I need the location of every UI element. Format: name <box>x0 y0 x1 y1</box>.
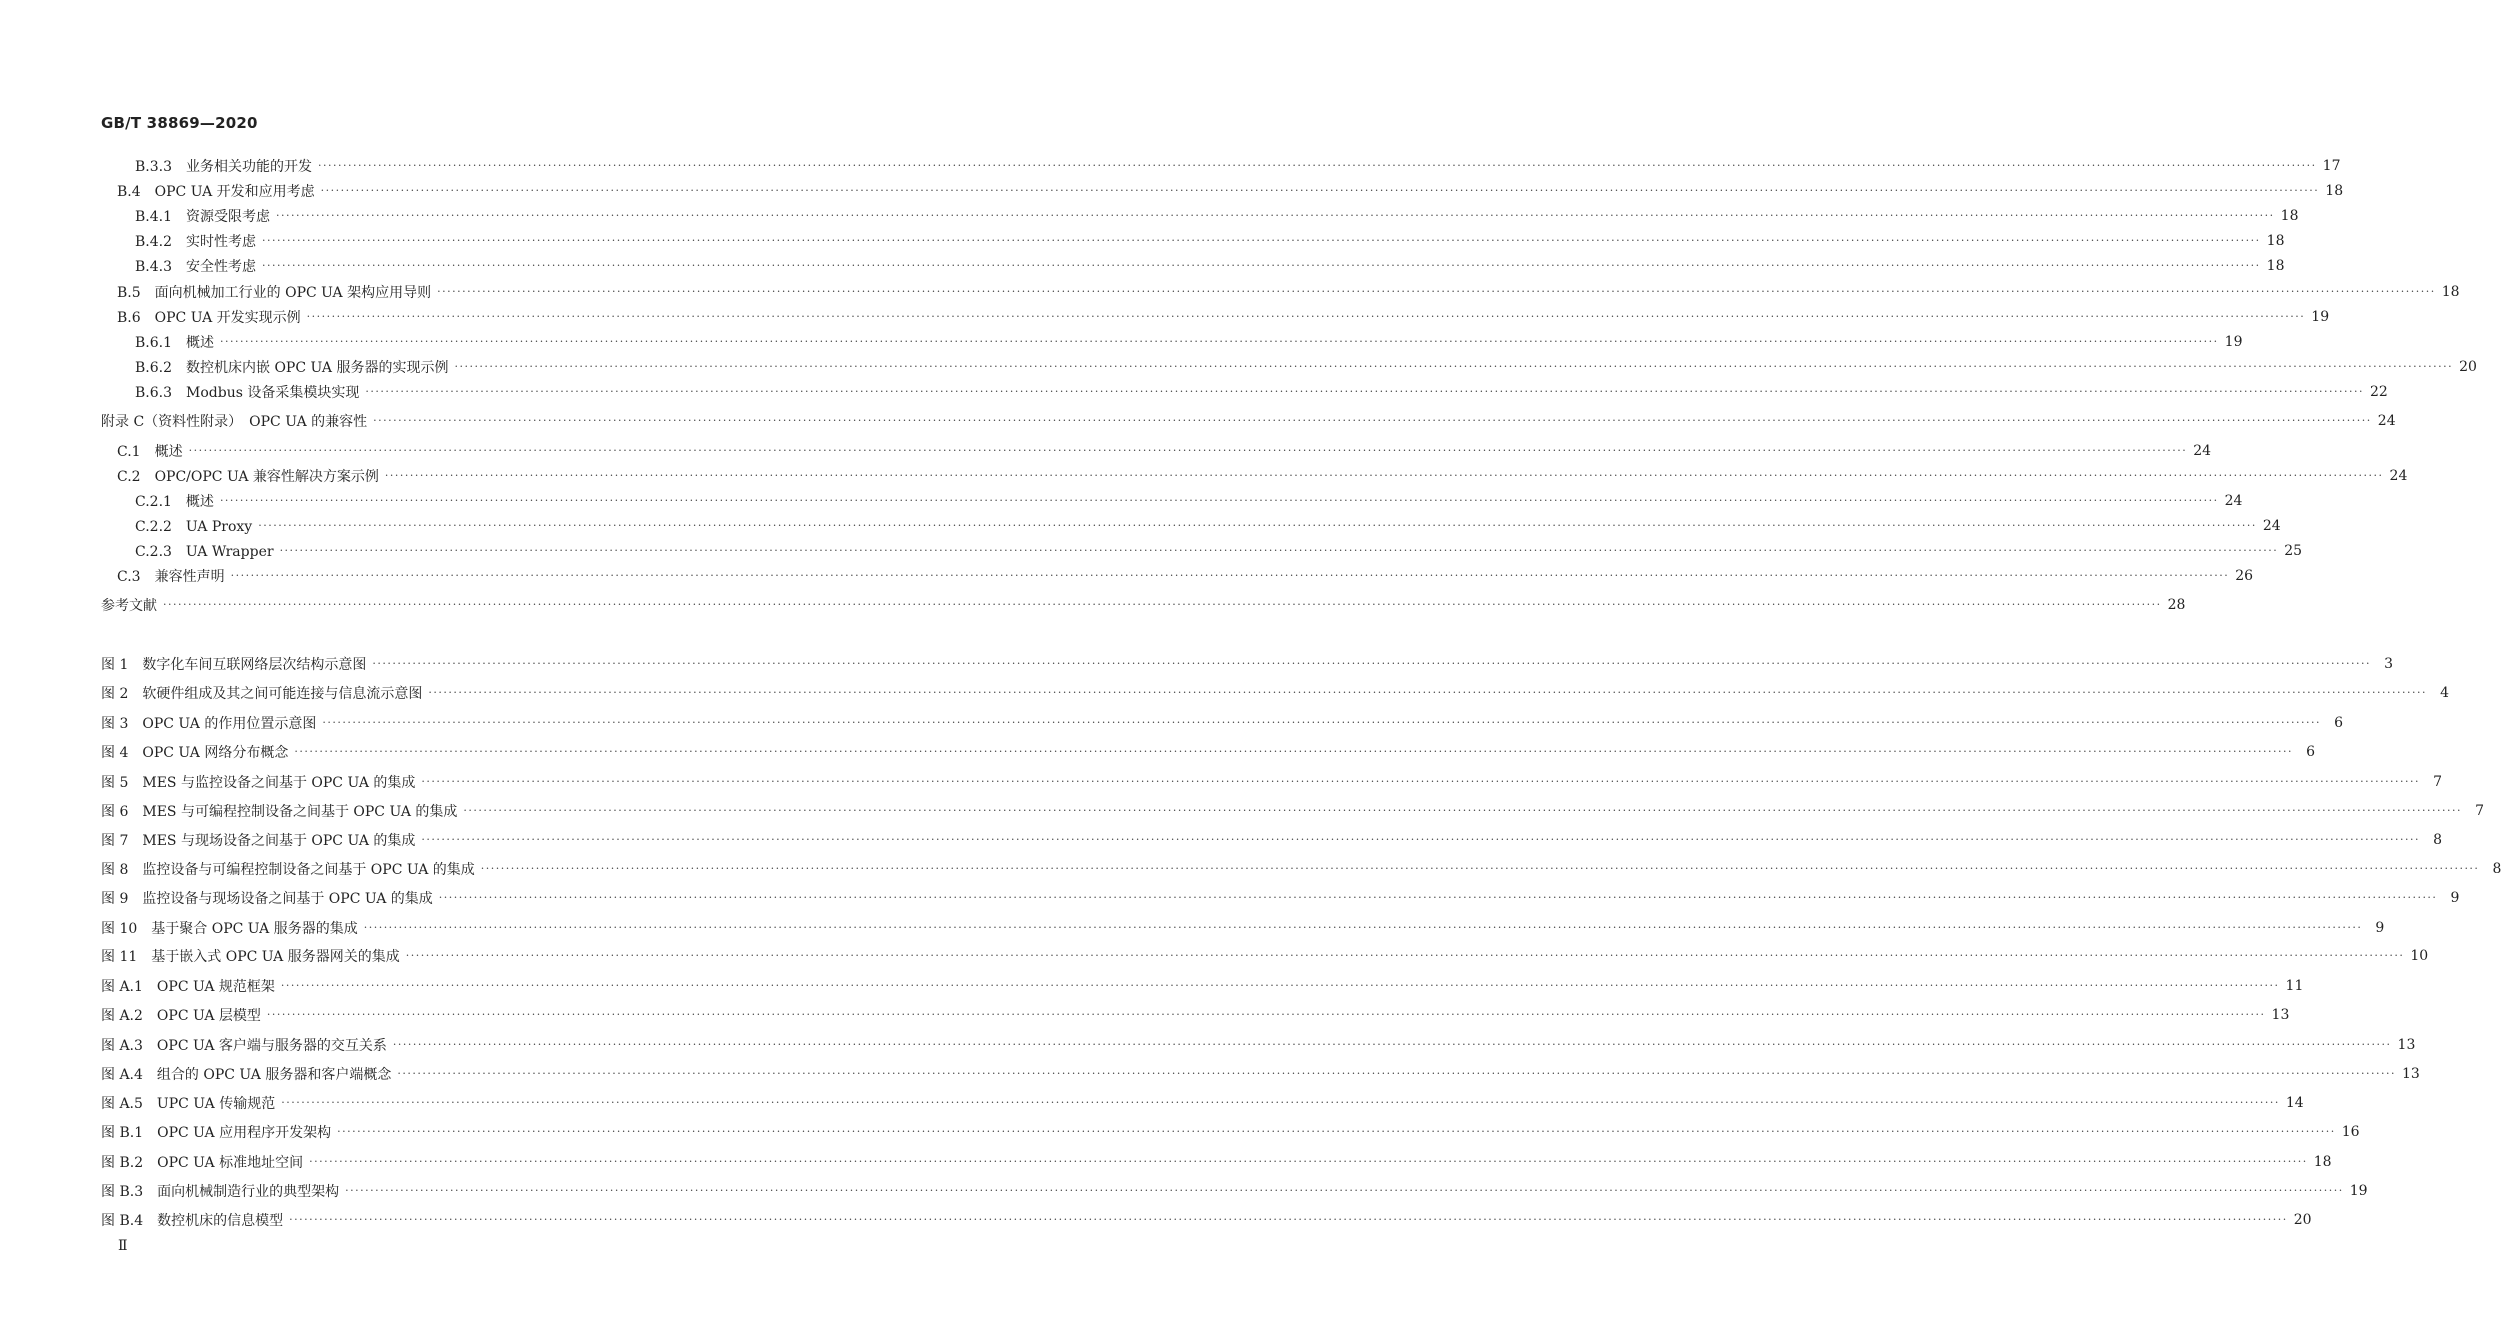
figure-entry-page: 9 <box>2450 890 2460 906</box>
figure-entry <box>101 713 2343 733</box>
figure-entry-label: 图 2 软硬件组成及其之间可能连接与信息流示意图 <box>101 686 423 702</box>
toc-entry <box>117 441 2212 461</box>
figure-entry-page: 18 <box>2313 1154 2332 1170</box>
toc-entry-label: C.1 概述 <box>117 444 183 460</box>
leader-dots: ················································································································································································································································································································································································································ <box>384 469 2384 482</box>
figure-entry-label: 图 B.3 面向机械制造行业的典型架构 <box>101 1184 340 1200</box>
toc-entry <box>101 411 2396 431</box>
toc-entry <box>117 466 2408 486</box>
figure-entry-page: 7 <box>2433 774 2443 790</box>
toc-entry-page: 25 <box>2284 543 2303 559</box>
toc-entry <box>135 516 2281 536</box>
toc-entry-label: B.4.3 安全性考虑 <box>135 259 257 275</box>
leader-dots: ················································································································································································································································································································································································································ <box>397 1067 2396 1080</box>
figure-entry-label: 图 8 监控设备与可编程控制设备之间基于 OPC UA 的集成 <box>101 862 475 878</box>
toc-entry-label: B.6.3 Modbus 设备采集模块实现 <box>135 385 360 401</box>
toc-entry-page: 24 <box>2389 468 2408 484</box>
toc-entry-label: B.4 OPC UA 开发和应用考虑 <box>117 184 315 200</box>
figure-entry-page: 20 <box>2293 1212 2312 1228</box>
toc-entry-page: 18 <box>2325 183 2344 199</box>
leader-dots: ················································································································································································································································································································································································································ <box>258 519 2257 532</box>
figure-entry-page: 8 <box>2433 832 2443 848</box>
leader-dots: ················································································································································································································································································································································································································ <box>309 1155 2308 1168</box>
leader-dots: ················································································································································································································································································································································································································ <box>294 745 2293 758</box>
toc-entry <box>135 491 2243 511</box>
leader-dots: ················································································································································································································································································································································································································ <box>337 1125 2336 1138</box>
toc-entry-label: 附录 C（资料性附录） OPC UA 的兼容性 <box>101 414 368 430</box>
leader-dots: ················································································································································································································································································································································································································ <box>345 1184 2344 1197</box>
leader-dots: ················································································································································································································································································································································································································ <box>428 686 2427 699</box>
figure-entry <box>101 683 2449 703</box>
toc-entry-page: 24 <box>2193 443 2212 459</box>
toc-entry-page: 24 <box>2224 493 2243 509</box>
figure-entry-page: 3 <box>2384 656 2393 672</box>
figure-entry-label: 图 A.2 OPC UA 层模型 <box>101 1008 261 1024</box>
figure-entry-page: 8 <box>2492 861 2501 877</box>
toc-entry <box>117 181 2344 201</box>
figure-entry <box>101 888 2460 908</box>
figure-entry-label: 图 5 MES 与监控设备之间基于 OPC UA 的集成 <box>101 775 416 791</box>
toc-entry <box>135 256 2285 276</box>
toc-entry <box>135 206 2299 226</box>
leader-dots: ················································································································································································································································································································································································································ <box>266 1008 2266 1021</box>
figure-entry <box>101 859 2501 879</box>
figure-entry-page: 13 <box>2397 1037 2416 1053</box>
leader-dots: ················································································································································································································································································································································································································ <box>262 259 2261 272</box>
page-folio: Ⅱ <box>118 1238 128 1254</box>
leader-dots: ················································································································································································································································································································································································································ <box>373 414 2372 427</box>
toc-entry-page: 22 <box>2369 384 2388 400</box>
figure-entry-page: 7 <box>2475 803 2485 819</box>
figure-entry-label: 图 B.2 OPC UA 标准地址空间 <box>101 1155 304 1171</box>
figure-entry <box>101 946 2429 966</box>
toc-entry-page: 24 <box>2377 413 2396 429</box>
figure-entry-label: 图 1 数字化车间互联网络层次结构示意图 <box>101 657 367 673</box>
toc-entry <box>135 357 2477 377</box>
leader-dots: ················································································································································································································································································································································································································ <box>289 1213 2288 1226</box>
leader-dots: ················································································································································································································································································································································································································ <box>230 569 2230 582</box>
leader-dots: ················································································································································································································································································································································································································ <box>279 544 2279 557</box>
toc-entry-label: C.2 OPC/OPC UA 兼容性解决方案示例 <box>117 469 379 485</box>
leader-dots: ················································································································································································································································································································································································································ <box>463 804 2463 817</box>
figure-entry-label: 图 9 监控设备与现场设备之间基于 OPC UA 的集成 <box>101 891 433 907</box>
figure-entry-page: 13 <box>2402 1066 2420 1082</box>
toc-entry-page: 18 <box>2441 284 2460 300</box>
figure-entry <box>101 1210 2312 1230</box>
toc-entry <box>135 231 2285 251</box>
leader-dots: ················································································································································································································································································································································································································ <box>372 657 2371 670</box>
toc-entry-page: 24 <box>2262 518 2281 534</box>
toc-entry-page: 20 <box>2459 359 2477 375</box>
toc-entry-page: 19 <box>2311 309 2330 325</box>
figure-entry <box>101 918 2385 938</box>
toc-entry <box>135 541 2303 561</box>
figure-entry-label: 图 A.5 UPC UA 传输规范 <box>101 1096 276 1112</box>
figure-entry <box>101 830 2443 850</box>
figure-entry <box>101 1122 2360 1142</box>
leader-dots: ················································································································································································································································································································································································································ <box>188 444 2188 457</box>
leader-dots: ················································································································································································································································································································································································································ <box>322 716 2321 729</box>
figure-entry <box>101 742 2315 762</box>
toc-entry-label: C.2.1 概述 <box>135 494 214 510</box>
toc-entry-page: 17 <box>2322 158 2341 174</box>
leader-dots: ················································································································································································································································································································································································································ <box>220 335 2219 348</box>
toc-entry-label: B.4.1 资源受限考虑 <box>135 209 271 225</box>
figure-entry-page: 10 <box>2410 948 2429 964</box>
toc-entry <box>117 566 2254 586</box>
leader-dots: ················································································································································································································································································································································································································ <box>363 921 2363 934</box>
toc-entry-page: 18 <box>2266 233 2285 249</box>
toc-entry <box>101 595 2186 615</box>
figure-entry-label: 图 11 基于嵌入式 OPC UA 服务器网关的集成 <box>101 949 400 965</box>
toc-entry-page: 18 <box>2266 258 2285 274</box>
toc-entry-label: 参考文献 <box>101 598 157 614</box>
leader-dots: ················································································································································································································································································································································································································ <box>306 310 2306 323</box>
leader-dots: ················································································································································································································································································································································································································ <box>392 1038 2392 1051</box>
leader-dots: ················································································································································································································································································································································································································ <box>163 598 2162 611</box>
figure-entry-page: 9 <box>2375 920 2385 936</box>
toc-entry <box>117 282 2460 302</box>
figure-entry-page: 19 <box>2349 1183 2368 1199</box>
figure-entry-page: 14 <box>2285 1095 2304 1111</box>
figure-entry-page: 11 <box>2285 978 2304 994</box>
toc-entry-label: B.5 面向机械加工行业的 OPC UA 架构应用导则 <box>117 285 432 301</box>
figure-entry <box>101 1035 2416 1055</box>
leader-dots: ················································································································································································································································································································································································································ <box>262 234 2261 247</box>
leader-dots: ················································································································································································································································································································································································································ <box>365 385 2364 398</box>
toc-entry <box>135 156 2341 176</box>
figure-entry-page: 16 <box>2341 1124 2360 1140</box>
toc-entry-page: 18 <box>2280 208 2299 224</box>
toc-entry-page: 19 <box>2224 334 2243 350</box>
leader-dots: ················································································································································································································································································································································································································ <box>318 159 2317 172</box>
leader-dots: ················································································································································································································································································································································································································ <box>438 891 2438 904</box>
toc-entry-label: B.6.2 数控机床内嵌 OPC UA 服务器的实现示例 <box>135 360 449 376</box>
leader-dots: ················································································································································································································································································································································································································ <box>421 833 2421 846</box>
toc-entry-label: B.4.2 实时性考虑 <box>135 234 257 250</box>
leader-dots: ················································································································································································································································································································································································································ <box>421 775 2421 788</box>
leader-dots: ················································································································································································································································································································································································································ <box>437 285 2436 298</box>
figure-entry-label: 图 B.1 OPC UA 应用程序开发架构 <box>101 1125 332 1141</box>
toc-entry <box>135 382 2388 402</box>
figure-entry <box>101 801 2485 821</box>
figure-entry <box>101 1093 2304 1113</box>
figure-entry-label: 图 4 OPC UA 网络分布概念 <box>101 745 289 761</box>
figure-entry-label: 图 A.1 OPC UA 规范框架 <box>101 979 275 995</box>
figure-entry <box>101 976 2304 996</box>
figure-entry <box>101 654 2393 674</box>
figure-entry <box>101 772 2443 792</box>
toc-entry <box>117 307 2330 327</box>
figure-entry <box>101 1005 2290 1025</box>
leader-dots: ················································································································································································································································································································································································································ <box>405 949 2405 962</box>
figure-entry-page: 6 <box>2334 715 2343 731</box>
figure-entry <box>101 1181 2368 1201</box>
figure-entry-label: 图 10 基于聚合 OPC UA 服务器的集成 <box>101 921 358 937</box>
toc-entry-label: B.6 OPC UA 开发实现示例 <box>117 310 301 326</box>
leader-dots: ················································································································································································································································································································································································································ <box>480 862 2480 875</box>
leader-dots: ················································································································································································································································································································································································································ <box>454 360 2454 373</box>
toc-entry-label: B.3.3 业务相关功能的开发 <box>135 159 313 175</box>
toc-entry-page: 26 <box>2235 568 2254 584</box>
figure-entry-label: 图 B.4 数控机床的信息模型 <box>101 1213 284 1229</box>
figure-entry-page: 6 <box>2306 744 2315 760</box>
figure-entry <box>101 1152 2332 1172</box>
figure-entry-label: 图 7 MES 与现场设备之间基于 OPC UA 的集成 <box>101 833 416 849</box>
leader-dots: ················································································································································································································································································································································································································ <box>280 979 2280 992</box>
leader-dots: ················································································································································································································································································································································································································ <box>219 494 2219 507</box>
toc-entry-label: B.6.1 概述 <box>135 335 215 351</box>
leader-dots: ················································································································································································································································································································································································································ <box>320 184 2320 197</box>
figure-entry-label: 图 A.4 组合的 OPC UA 服务器和客户端概念 <box>101 1067 392 1083</box>
standard-code: GB/T 38869—2020 <box>101 114 258 132</box>
toc-entry-label: C.2.3 UA Wrapper <box>135 544 274 560</box>
leader-dots: ················································································································································································································································································································································································································ <box>281 1096 2280 1109</box>
toc-entry <box>135 332 2243 352</box>
leader-dots: ················································································································································································································································································································································································································ <box>276 209 2275 222</box>
figure-entry-label: 图 6 MES 与可编程控制设备之间基于 OPC UA 的集成 <box>101 804 458 820</box>
toc-entry-label: C.2.2 UA Proxy <box>135 519 253 535</box>
figure-entry-page: 4 <box>2440 685 2449 701</box>
figure-entry-label: 图 3 OPC UA 的作用位置示意图 <box>101 716 317 732</box>
toc-entry-page: 28 <box>2167 597 2186 613</box>
toc-entry-label: C.3 兼容性声明 <box>117 569 225 585</box>
figure-entry <box>101 1064 2420 1084</box>
figure-entry-page: 13 <box>2271 1007 2290 1023</box>
figure-entry-label: 图 A.3 OPC UA 客户端与服务器的交互关系 <box>101 1038 387 1054</box>
